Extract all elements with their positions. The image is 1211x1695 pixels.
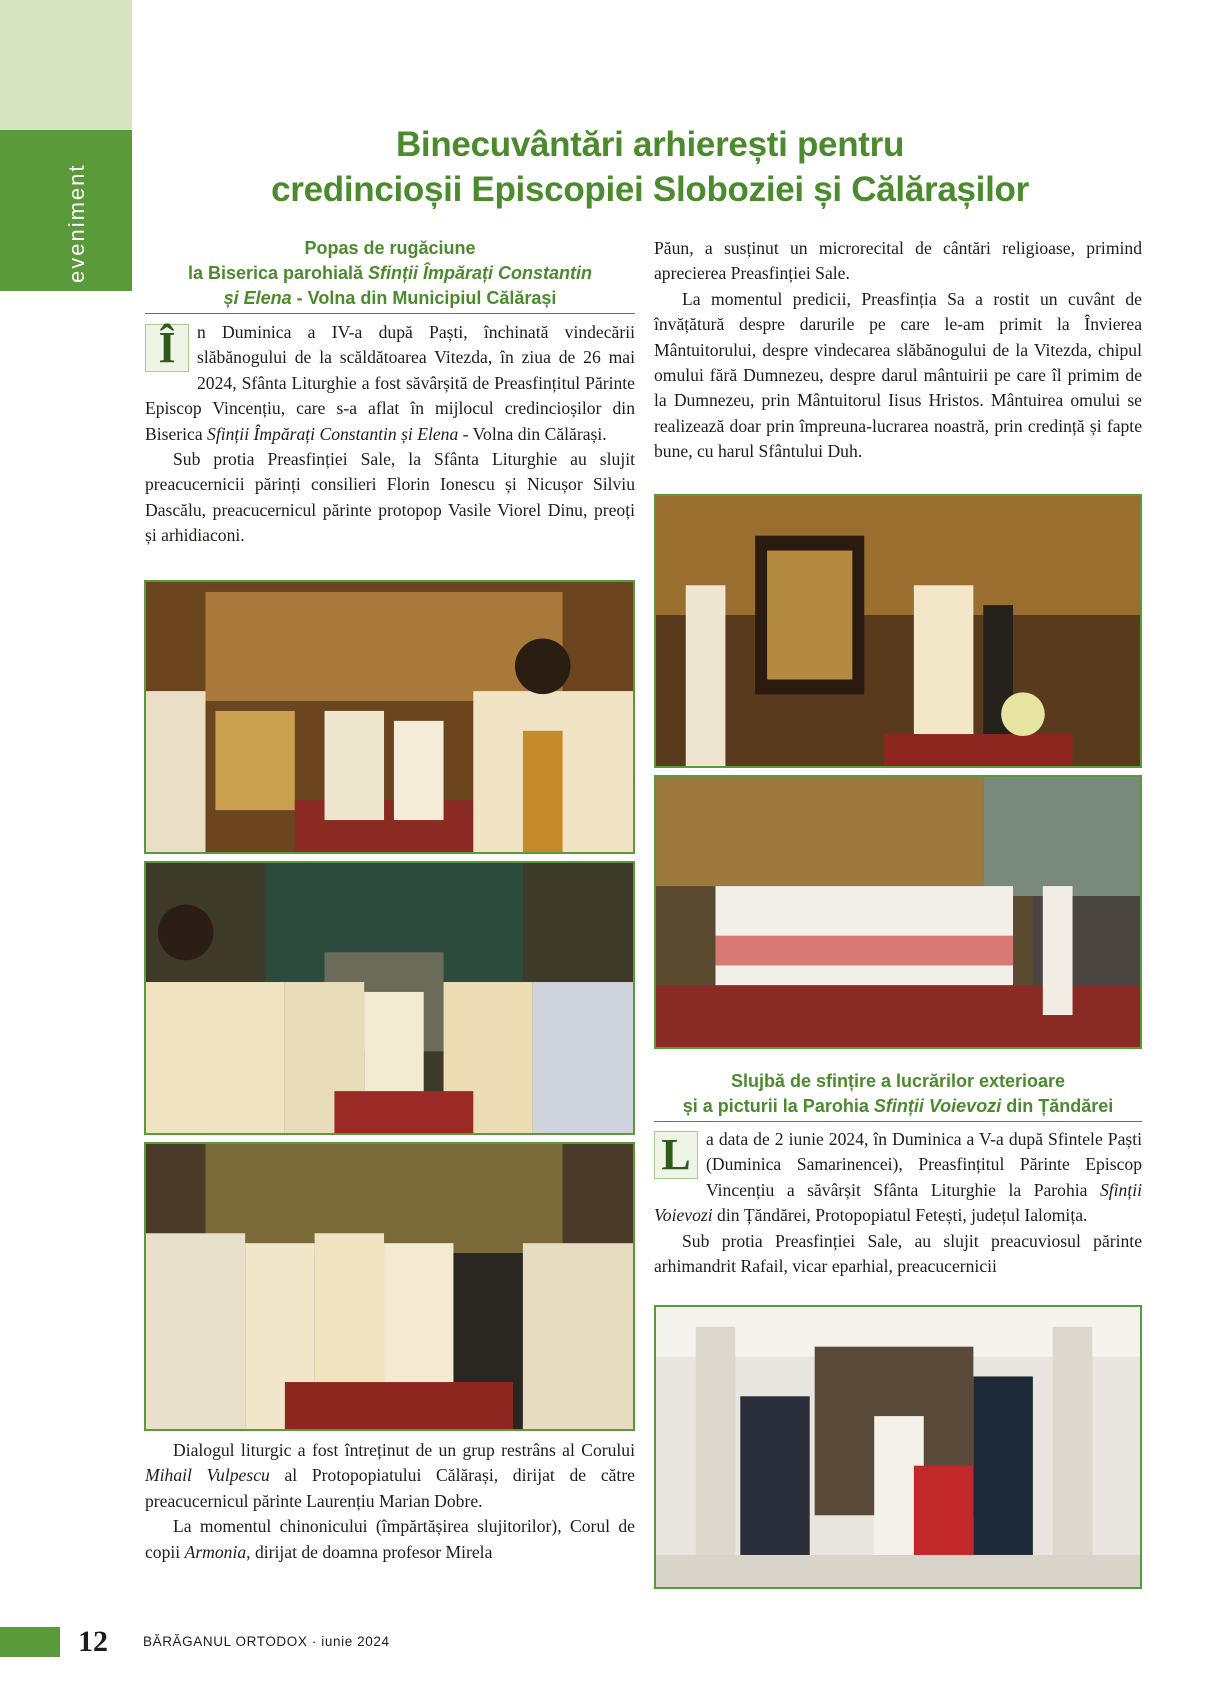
- article2-paragraph-1: [654, 1127, 1142, 1229]
- article1-paragraph-2: Sub protia Preasfinției Sale, la Sfânta Liturghie au slujit preacucernicii părinți consilieri Florin Ionescu și Nicușor Silviu Dascălu, preacucernicul părinte protopop Vasile Viorel Dinu, preoți și arhidiaconi.: [145, 449, 635, 546]
- footer-accent-bar: [0, 1627, 60, 1657]
- article1-heading-line-3: [145, 286, 635, 311]
- title-line-1: Binecuvântări arhierești pentru: [395, 125, 905, 164]
- article1-heading-line-2: [145, 261, 635, 286]
- article1-heading-line-3-text: - Volna din Municipiul Călărași: [291, 288, 557, 308]
- page-number: 12: [78, 1625, 108, 1658]
- article2-text: [654, 1127, 1142, 1279]
- margin-band-light: [0, 0, 132, 130]
- article1-paragraph-5: Păun, a susținut un microrecital de cântări religioase, primind aprecierea Preasfinției Sale.: [654, 238, 1142, 284]
- article1-p3-text-end: al Protopopiatului Călărași, dirijat de către preacucernicul părinte Laurențiu Marian Dobre.: [145, 1465, 635, 1511]
- photo-children-choir-image: [656, 777, 1140, 1049]
- journal-name: BĂRĂGANUL ORTODOX · iunie 2024: [143, 1634, 390, 1649]
- photo-outdoor-blessing: [654, 1305, 1142, 1589]
- article2-heading: [654, 1069, 1142, 1122]
- article1-dropcap: Î: [145, 324, 189, 372]
- article1-heading-church-name: Sfinții Împărați Constantin: [368, 263, 593, 283]
- photo-children-choir: [654, 775, 1142, 1049]
- article2-heading-block: [654, 1069, 1142, 1122]
- article1-p4-text-end: , dirijat de doamna profesor Mirela: [246, 1541, 493, 1562]
- article2-heading-line-1: Slujbă de sfințire a lucrărilor exterioare: [730, 1071, 1066, 1091]
- article1-p1-church-name: Sfinții Împărați Constantin și Elena: [207, 423, 459, 444]
- article1-text-continued: [654, 236, 1142, 465]
- article1-text-top: [145, 320, 635, 549]
- photo-clergy-procession-image: [146, 863, 633, 1135]
- photo-liturgy-singer: [144, 580, 635, 854]
- article1-text-bottom: [145, 1438, 635, 1565]
- article2-heading-line-2-text: și a picturii la Parohia: [682, 1096, 874, 1116]
- article1-heading-line-2-text: la Biserica parohială: [187, 263, 369, 283]
- article1-paragraph-3: [145, 1438, 635, 1514]
- photo-bishop-with-clergy: [144, 1142, 635, 1431]
- article2-heading-line-2: [654, 1094, 1142, 1119]
- article1-heading-church-name-end: și Elena: [223, 288, 292, 308]
- article1-p3-choir-name: Mihail Vulpescu: [145, 1465, 270, 1486]
- article1-p4-choir-name: Armonia: [184, 1541, 247, 1562]
- page-title: [200, 122, 1100, 212]
- article2-p1-text-end: din Țăndărei, Protopopiatul Fetești, județul Ialomița.: [712, 1205, 1088, 1226]
- article1-p4-text: La momentul chinonicului (împărtășirea slujitorilor), Corul de copii: [145, 1516, 635, 1562]
- photo-bishop-with-clergy-image: [146, 1144, 633, 1431]
- article1-p1-text-end: - Volna din Călărași.: [458, 423, 607, 444]
- section-label: eveniment: [64, 163, 89, 283]
- photo-iconostasis-bishop: [654, 494, 1142, 768]
- article1-p1-text: n Duminica a IV-a după Paști, închinată vindecării slăbănogului de la scăldătoarea Vitezda, în ziua de 26 mai 2024, Sfânta Liturghie a fost săvârșită de Preasfințitul Părinte Episcop Vincențiu, care s-a aflat în mijlocul credincioșilor din Biserica: [145, 322, 635, 444]
- article2-paragraph-2: Sub protia Preasfinției Sale, au slujit preacuviosul părinte arhimandrit Rafail, vicar eparhial, preacucernicii: [654, 1230, 1142, 1277]
- article1-paragraph-4: [145, 1514, 635, 1565]
- article1-heading-line-1: Popas de rugăciune: [304, 238, 476, 258]
- photo-iconostasis-bishop-image: [656, 496, 1140, 768]
- photo-outdoor-blessing-image: [656, 1307, 1140, 1589]
- photo-liturgy-singer-image: [146, 582, 633, 854]
- article1-paragraph-1: [145, 320, 635, 447]
- article1-heading-block: [145, 236, 635, 314]
- article1-p3-text: Dialogul liturgic a fost întreținut de un grup restrâns al Corului: [173, 1440, 635, 1460]
- photo-clergy-procession: [144, 861, 635, 1135]
- article2-p1-text: a data de 2 iunie 2024, în Duminica a V-a după Sfintele Paști (Duminica Samarinencei), Preasfințitul Părinte Episcop Vincențiu a săvârșit Sfânta Liturghie la Parohia: [706, 1129, 1142, 1200]
- article2-p1-parish-name: Sfinții Voievozi: [654, 1179, 1142, 1226]
- article2-heading-line-2-end: din Țăndărei: [1001, 1096, 1114, 1116]
- article2-dropcap: L: [654, 1131, 698, 1179]
- article1-paragraph-6: La momentul predicii, Preasfinția Sa a rostit un cuvânt de învățătură despre darurile pe care le-am primit la Învierea Mântuitorului, despre vindecarea slăbănogului de la Vitezda, chipul omului fără Dumnezeu, despre darul mântuirii pe care îl primim de la Dumnezeu, prin Mântuitorul Iisus Hristos. Mântuirea omului se realizează doar prin împreuna-lucrarea noastră, prin credință și fapte bune, cu harul Sfântului Duh.: [654, 288, 1142, 462]
- article2-heading-parish-name: Sfinții Voievozi: [873, 1096, 1002, 1116]
- title-line-2: credincioșii Episcopiei Sloboziei și Călărașilor: [271, 170, 1029, 209]
- article1-heading: [145, 236, 635, 314]
